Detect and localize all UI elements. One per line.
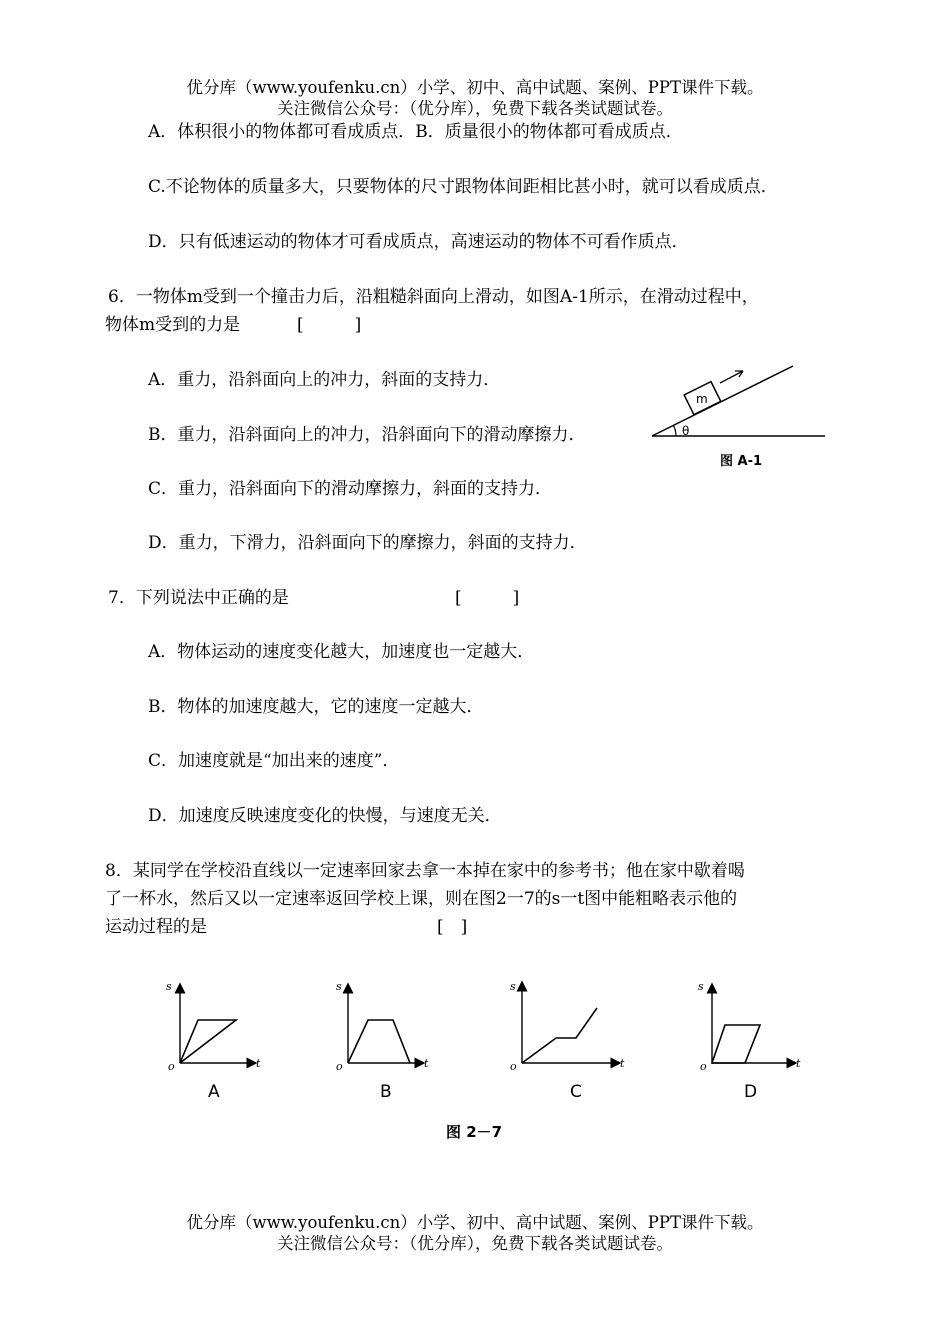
q7-option-b: B．物体的加速度越大，它的速度一定越大． bbox=[148, 697, 484, 717]
graph-c-s-label: s bbox=[510, 980, 516, 993]
page-footer-line1: 优分库（www.youfenku.cn）小学、初中、高中试题、案例、PPT课件下载。 bbox=[186, 1213, 764, 1232]
q6-option-b: B．重力，沿斜面向上的冲力，沿斜面向下的滑动摩擦力． bbox=[148, 425, 586, 445]
incline-figure bbox=[640, 355, 840, 480]
graph-d-curve bbox=[712, 1025, 760, 1063]
q7-answer-bracket: [ ] bbox=[455, 588, 520, 608]
q8-stem-line1: 8．某同学在学校沿直线以一定速率回家去拿一本掉在家中的参考书；他在家中歇着喝 bbox=[105, 861, 745, 881]
graph-b-curve bbox=[348, 1020, 410, 1063]
incline-slope-line bbox=[652, 366, 793, 436]
graph-b-origin-label: o bbox=[336, 1060, 343, 1073]
q8-stem-line2: 了一杯水，然后又以一定速率返回学校上课，则在图2一7的s一t图中能粗略表示他的 bbox=[105, 889, 738, 909]
graph-d-label: D bbox=[744, 1082, 758, 1102]
q5-option-d: D．只有低速运动的物体才可看成质点，高速运动的物体不可看作质点． bbox=[148, 232, 689, 252]
q7-option-d: D．加速度反映速度变化的快慢，与速度无关． bbox=[148, 806, 502, 826]
graph-c-label: C bbox=[570, 1082, 582, 1102]
q8-stem-line3: 运动过程的是 bbox=[105, 917, 207, 937]
st-graph-c bbox=[510, 980, 625, 1102]
q6-stem-line1: 6．一物体m受到一个撞击力后，沿粗糙斜面向上滑动，如图A-1所示，在滑动过程中， bbox=[108, 287, 759, 307]
graph-c-curve bbox=[522, 1008, 597, 1063]
graph-b-t-label: t bbox=[424, 1057, 429, 1070]
q5-option-ab: A．体积很小的物体都可看成质点．B．质量很小的物体都可看成质点． bbox=[148, 122, 683, 142]
graph-d-origin-label: o bbox=[700, 1060, 707, 1073]
q6-stem-line2: 物体m受到的力是 bbox=[105, 315, 241, 335]
st-graph-d bbox=[698, 980, 801, 1102]
graph-a-t-label: t bbox=[256, 1057, 261, 1070]
graph-d-t-label: t bbox=[796, 1057, 801, 1070]
graph-b-s-label: s bbox=[336, 980, 342, 993]
graph-a-origin-label: o bbox=[168, 1060, 175, 1073]
graph-a-curve bbox=[180, 1020, 236, 1063]
graph-c-origin-label: o bbox=[510, 1060, 517, 1073]
q6-answer-bracket: [ ] bbox=[297, 315, 362, 335]
figure-a1-caption: 图 A-1 bbox=[720, 454, 763, 469]
incline-angle-arc bbox=[674, 426, 677, 437]
st-graph-b bbox=[336, 980, 429, 1102]
q7-stem: 7．下列说法中正确的是 bbox=[108, 588, 289, 608]
q7-option-c: C．加速度就是“加出来的速度”． bbox=[148, 751, 400, 771]
st-graphs-figure bbox=[150, 975, 810, 1150]
graph-c-t-label: t bbox=[620, 1057, 625, 1070]
figure-2-7-caption: 图 2－7 bbox=[446, 1123, 503, 1141]
q7-option-a: A．物体运动的速度变化越大，加速度也一定越大． bbox=[148, 642, 535, 662]
incline-angle-label: θ bbox=[682, 424, 690, 438]
q6-option-a: A．重力，沿斜面向上的冲力，斜面的支持力． bbox=[148, 370, 501, 390]
page-header-line2: 关注微信公众号：（优分库），免费下载各类试题试卷。 bbox=[277, 99, 673, 118]
graph-b-label: B bbox=[380, 1082, 392, 1102]
st-graph-a bbox=[166, 980, 261, 1102]
q5-option-c: C.不论物体的质量多大，只要物体的尺寸跟物体间距相比甚小时，就可以看成质点． bbox=[148, 177, 778, 197]
graph-a-s-label: s bbox=[166, 980, 172, 993]
block-mass-label: m bbox=[696, 392, 708, 406]
page-footer-line2: 关注微信公众号：（优分库），免费下载各类试题试卷。 bbox=[277, 1234, 673, 1253]
graph-a-label: A bbox=[208, 1082, 220, 1102]
q8-answer-bracket: [ ] bbox=[437, 917, 468, 937]
page-header-line1: 优分库（www.youfenku.cn）小学、初中、高中试题、案例、PPT课件下载。 bbox=[186, 78, 764, 97]
q6-option-c: C．重力，沿斜面向下的滑动摩擦力，斜面的支持力． bbox=[148, 479, 553, 499]
q6-option-d: D．重力，下滑力，沿斜面向下的摩擦力，斜面的支持力． bbox=[148, 533, 587, 553]
graph-d-s-label: s bbox=[698, 980, 704, 993]
